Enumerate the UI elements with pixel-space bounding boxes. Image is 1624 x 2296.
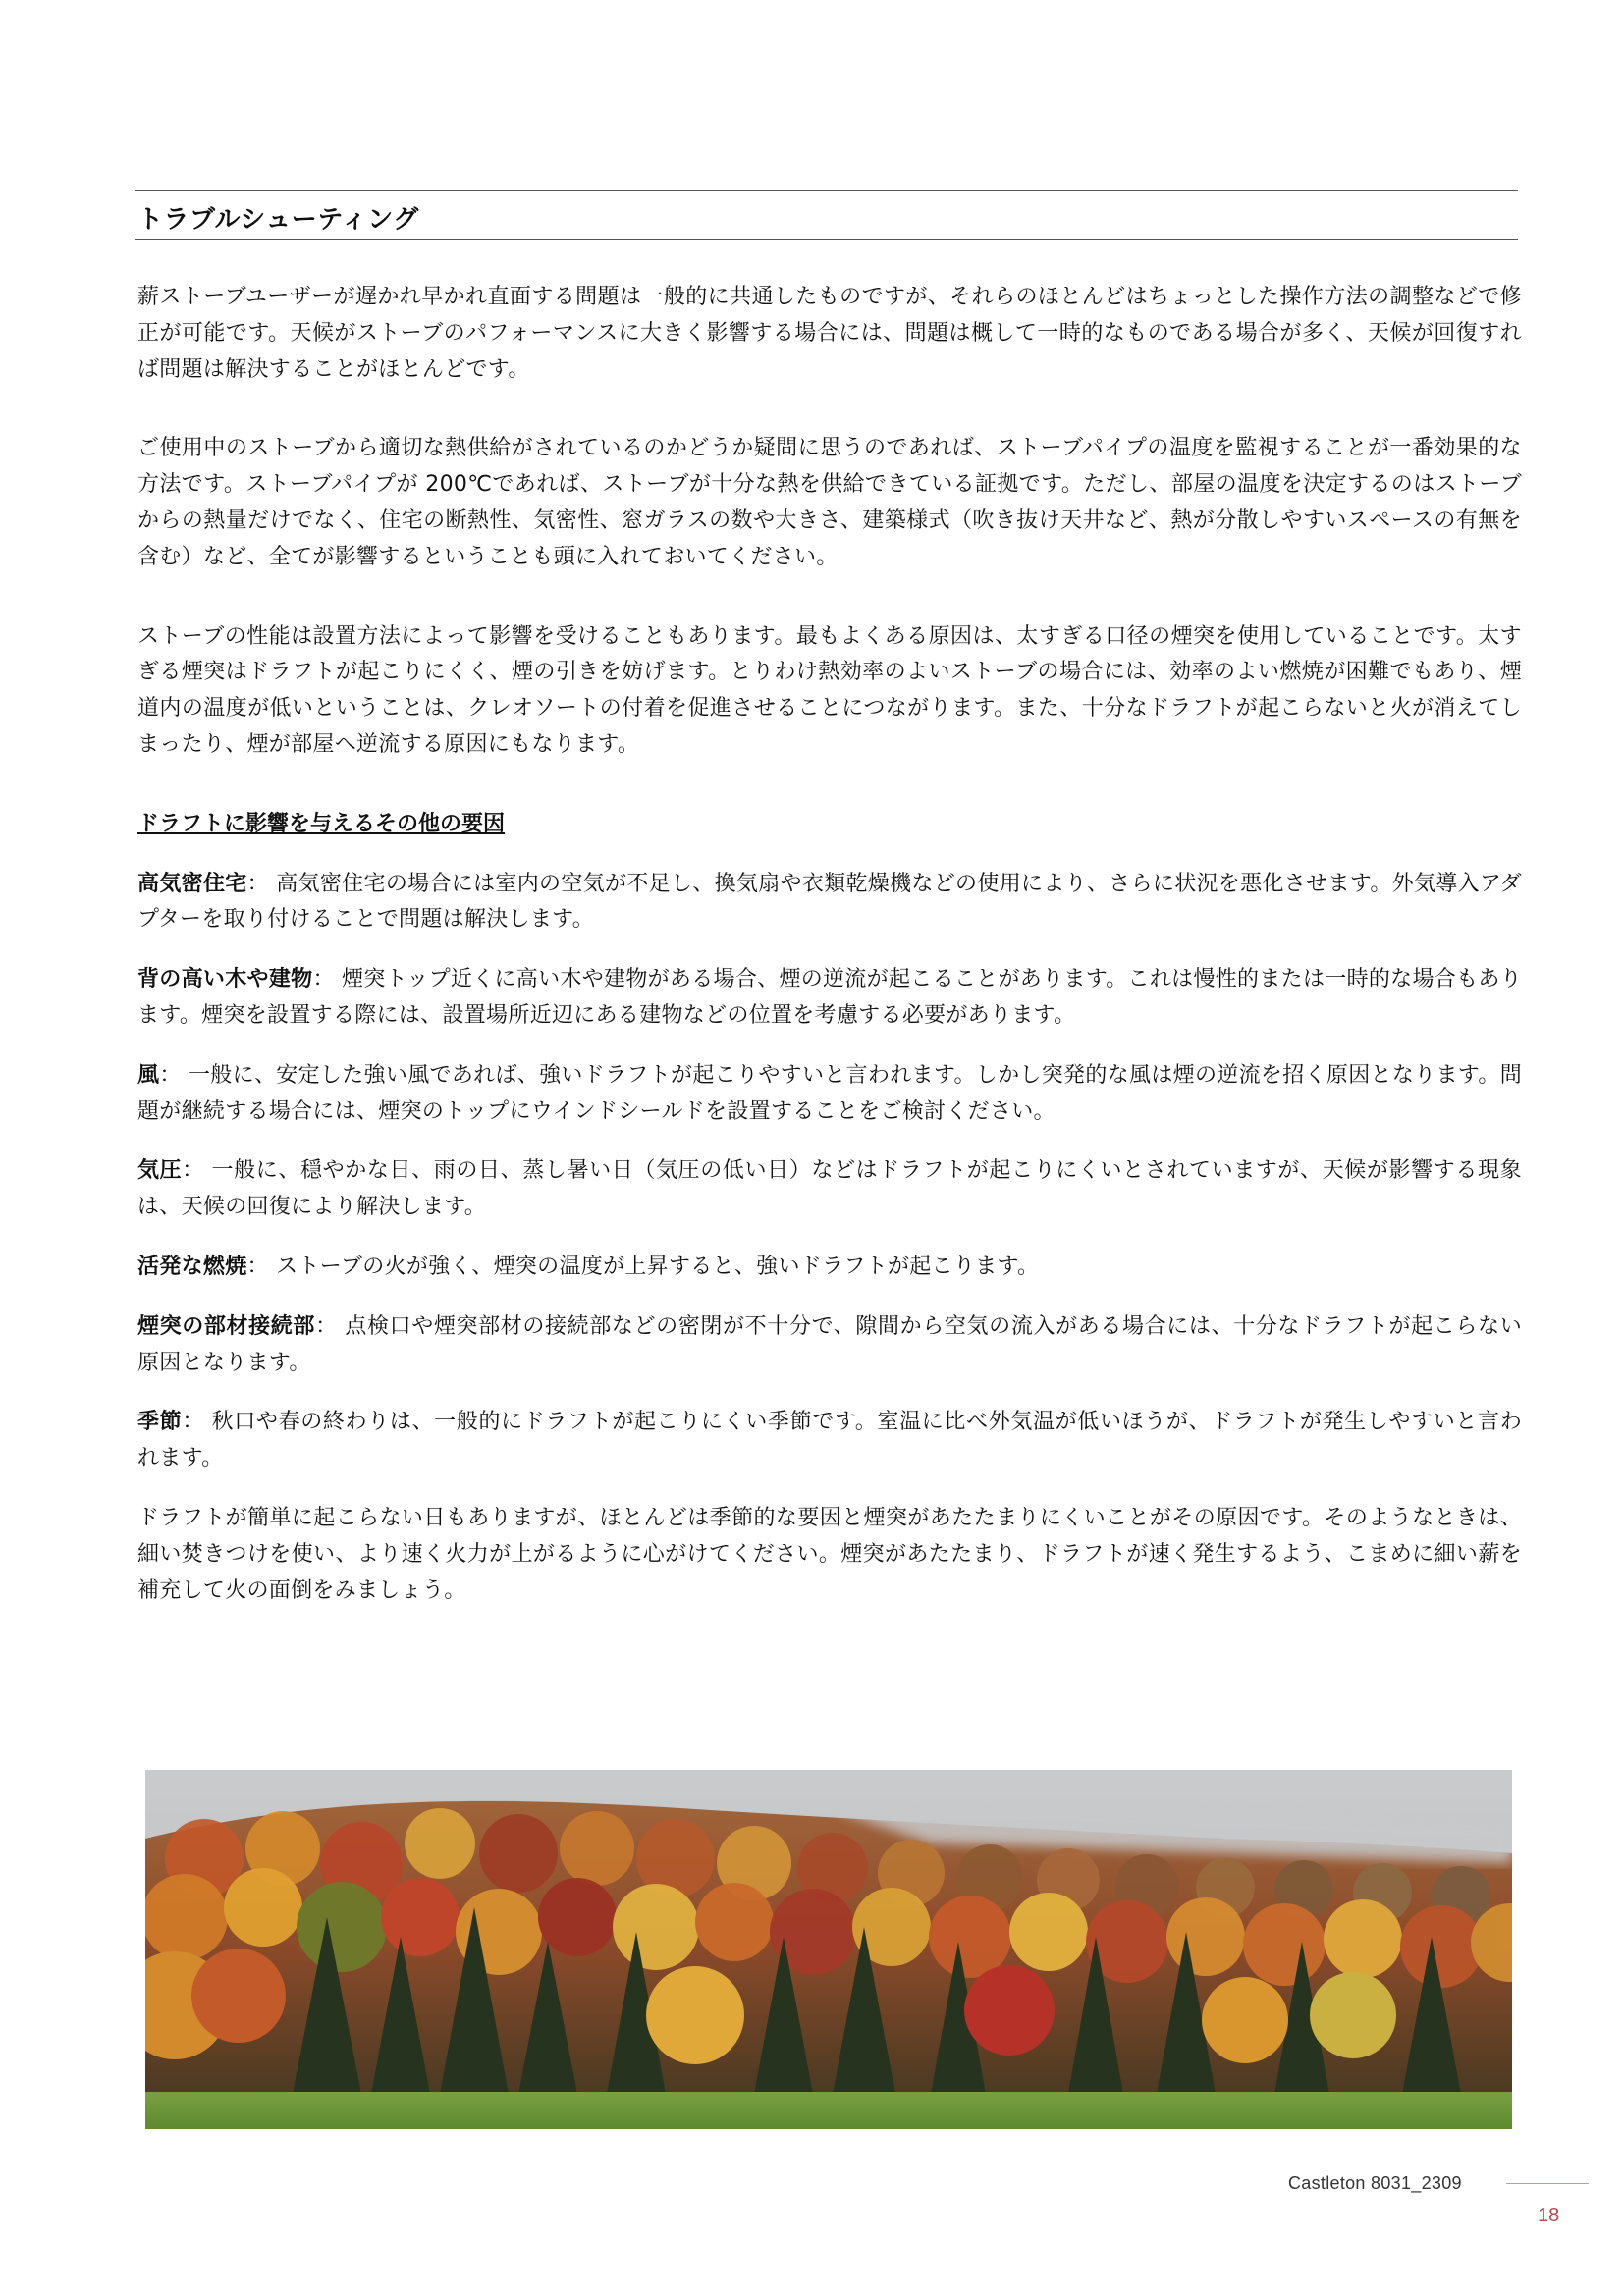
- factor-separator: ：: [315, 1313, 338, 1339]
- factor-item: [137, 1250, 1522, 1286]
- autumn-forest-photo: [145, 1770, 1512, 2129]
- page-number: 18: [1538, 2205, 1560, 2226]
- factor-term: 風: [137, 1062, 160, 1088]
- factor-item: [137, 1153, 1522, 1226]
- factor-term: 気圧: [137, 1158, 183, 1184]
- intro-paragraph-2: ご使用中のストーブから適切な熱供給がされているのかどうか疑問に思うのであれば、ストーブパイプの温度を監視することが一番効果的な方法です。ストーブパイプが 200℃であれば、ストーブが十分な熱を供給できている証拠です。ただし、部屋の温度を決定するのはストーブからの熱量だけでなく、住宅の断熱性、気密性、窓ガラスの数や大きさ、建築様式（吹き抜け天井など、熱が分散しやすいスペースの有無を含む）など、全てが影響するということも頭に入れておいてください。: [137, 436, 1522, 569]
- factor-term: 煙突の部材接続部: [137, 1313, 316, 1339]
- forest-landscape-image: [145, 1770, 1512, 2129]
- factor-item: [137, 1309, 1522, 1382]
- factor-term: 高気密住宅: [137, 871, 247, 896]
- factor-text: 点検口や煙突部材の接続部などの密閉が不十分で、隙間から空気の流入がある場合には、十分なドラフトが起こらない原因となります。: [137, 1313, 1522, 1375]
- factor-item: [137, 1058, 1522, 1131]
- factor-item: [137, 1405, 1522, 1477]
- intro-paragraph-1: 薪ストーブユーザーが遅かれ早かれ直面する問題は一般的に共通したものですが、それらのほとんどはちょっとした操作方法の調整などで修正が可能です。天候がストーブのパフォーマンスに大きく影響する場合には、問題は概して一時的なものである場合が多く、天候が回復すれば問題は解決することがほとんどです。: [137, 285, 1523, 382]
- factor-text: 一般に、穏やかな日、雨の日、蒸し暑い日（気圧の低い日）などはドラフトが起こりにくいとされていますが、天候が影響する現象は、天候の回復により解決します。: [137, 1158, 1522, 1220]
- factor-separator: ：: [246, 1254, 269, 1279]
- footer-divider: [1506, 2183, 1589, 2184]
- factor-term: 背の高い木や建物: [137, 967, 313, 992]
- closing-paragraph: ドラフトが簡単に起こらない日もありますが、ほとんどは季節的な要因と煙突があたたまりにくいことがその原因です。そのようなときは、細い焚きつけを使い、より速く火力が上がるように心がけてください。煙突があたたまり、ドラフトが速く発生するよう、こまめに細い薪を補充して火の面倒をみましょう。: [137, 1505, 1522, 1603]
- body-content: [137, 280, 1522, 1609]
- section-heading-bar: [135, 190, 1518, 240]
- factor-separator: ：: [182, 1158, 204, 1184]
- factor-text: 煙突トップ近くに高い木や建物がある場合、煙の逆流が起こることがあります。これは慢性的または一時的な場合もあります。煙突を設置する際には、設置場所近辺にある建物などの位置を考慮する必要があります。: [137, 967, 1522, 1028]
- factor-item: [137, 867, 1522, 939]
- factor-text: ストーブの火が強く、煙突の温度が上昇すると、強いドラフトが起こります。: [276, 1254, 1040, 1279]
- factor-separator: ：: [182, 1410, 204, 1435]
- factor-text: 高気密住宅の場合には室内の空気が不足し、換気扇や衣類乾燥機などの使用により、さらに状況を悪化させます。外気導入アダプターを取り付けることで問題は解決します。: [137, 871, 1522, 933]
- intro-paragraph-3: ストーブの性能は設置方法によって影響を受けることもあります。最もよくある原因は、太すぎる口径の煙突を使用していることです。太すぎる煙突はドラフトが起こりにくく、煙の引きを妨げます。とりわけ熱効率のよいストーブの場合には、効率のよい燃焼が困難でもあり、煙道内の温度が低いということは、クレオソートの付着を促進させることにつながります。また、十分なドラフトが起こらないと火が消えてしまったり、煙が部屋へ逆流する原因にもなります。: [137, 623, 1522, 757]
- factor-text: 秋口や春の終わりは、一般的にドラフトが起こりにくい季節です。室温に比べ外気温が低いほうが、ドラフトが発生しやすいと言われます。: [137, 1410, 1522, 1471]
- factor-item: [137, 962, 1522, 1035]
- factors-subheading: ドラフトに影響を与えるその他の要因: [137, 811, 506, 836]
- factor-term: 活発な燃焼: [137, 1254, 247, 1279]
- factor-text: 一般に、安定した強い風であれば、強いドラフトが起こりやすいと言われます。しかし突発的な風は煙の逆流を招く原因となります。問題が継続する場合には、煙突のトップにウインドシールドを設置することをご検討ください。: [137, 1062, 1522, 1124]
- section-title: トラブルシューティング: [137, 205, 419, 235]
- footer-model-label: Castleton 8031_2309: [1288, 2173, 1462, 2193]
- factor-separator: ：: [312, 967, 335, 992]
- factor-term: 季節: [137, 1410, 183, 1435]
- factor-separator: ：: [246, 871, 269, 896]
- factor-separator: ：: [159, 1062, 182, 1088]
